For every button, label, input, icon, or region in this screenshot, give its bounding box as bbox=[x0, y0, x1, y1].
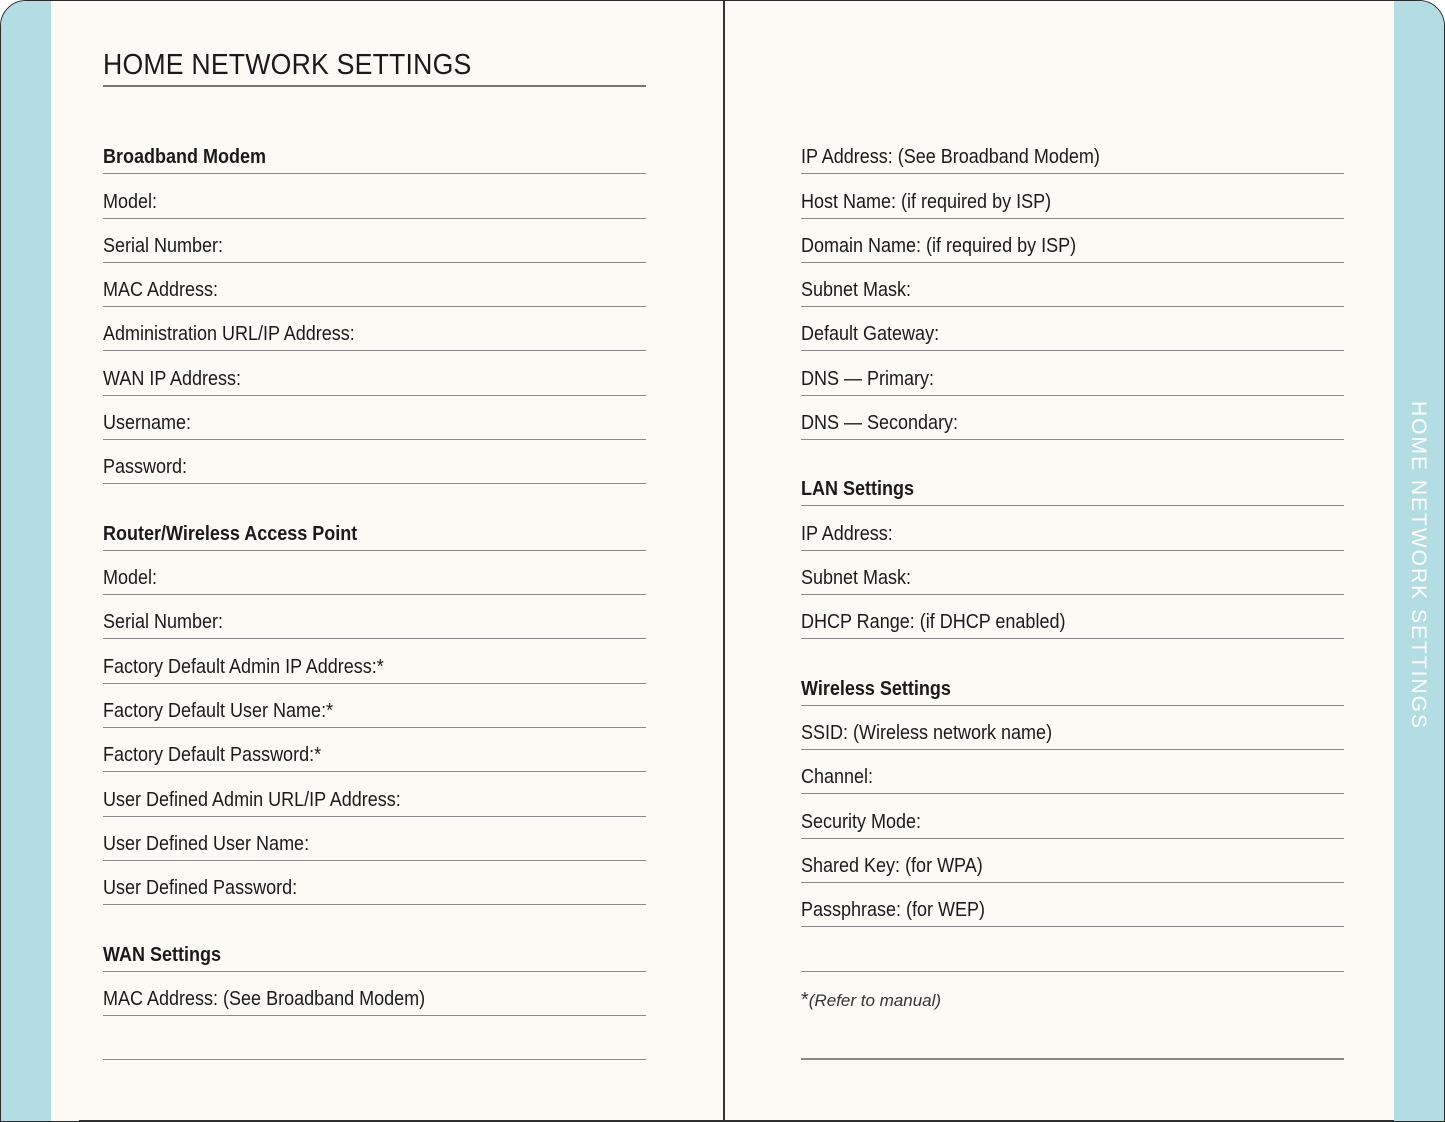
form-field-line[interactable] bbox=[801, 794, 1344, 838]
page-title: HOME NETWORK SETTINGS bbox=[103, 49, 472, 81]
form-field-line[interactable] bbox=[801, 174, 1344, 218]
side-tab bbox=[1394, 1, 1444, 1121]
field-label: User Defined User Name: bbox=[103, 832, 310, 855]
section-heading bbox=[801, 440, 1344, 506]
field-label: Administration URL/IP Address: bbox=[103, 323, 355, 346]
field-label: Factory Default Admin IP Address:* bbox=[103, 655, 384, 678]
form-field-line[interactable] bbox=[801, 130, 1344, 174]
field-label: Passphrase: (for WEP) bbox=[801, 899, 986, 922]
form-field-line[interactable] bbox=[103, 684, 646, 728]
footnote-rule bbox=[801, 1058, 1344, 1060]
field-label: WAN IP Address: bbox=[103, 367, 242, 390]
form-field-line[interactable] bbox=[103, 351, 646, 395]
field-label: Default Gateway: bbox=[801, 323, 940, 346]
form-field-line[interactable] bbox=[103, 551, 646, 595]
form-field-line[interactable] bbox=[801, 551, 1344, 595]
field-label: MAC Address: bbox=[103, 279, 219, 302]
right-column bbox=[801, 130, 1344, 972]
field-label: Host Name: (if required by ISP) bbox=[801, 190, 1052, 213]
section-heading-label: Router/Wireless Access Point bbox=[103, 522, 358, 545]
side-tab-label: HOME NETWORK SETTINGS bbox=[1407, 401, 1430, 731]
footnote bbox=[801, 989, 941, 1012]
section-heading-label: WAN Settings bbox=[103, 943, 222, 966]
field-label: MAC Address: (See Broadband Modem) bbox=[103, 987, 426, 1010]
form-field-line[interactable] bbox=[103, 972, 646, 1016]
field-label: IP Address: bbox=[801, 522, 893, 545]
form-field-line[interactable] bbox=[103, 861, 646, 905]
footnote-text: (Refer to manual) bbox=[808, 991, 942, 1010]
form-field-line[interactable] bbox=[801, 750, 1344, 794]
left-page-edge bbox=[1, 1, 51, 1121]
form-field-line[interactable] bbox=[801, 595, 1344, 639]
blank-line[interactable] bbox=[801, 927, 1344, 971]
section-heading bbox=[103, 130, 646, 174]
left-column bbox=[103, 130, 646, 1060]
bottom-rule bbox=[79, 1120, 1394, 1122]
field-label: SSID: (Wireless network name) bbox=[801, 722, 1053, 745]
field-label: Subnet Mask: bbox=[801, 279, 912, 302]
form-field-line[interactable] bbox=[801, 263, 1344, 307]
form-field-line[interactable] bbox=[103, 219, 646, 263]
section-heading bbox=[801, 639, 1344, 705]
form-field-line[interactable] bbox=[103, 817, 646, 861]
field-label: Domain Name: (if required by ISP) bbox=[801, 234, 1077, 257]
blank-line[interactable] bbox=[103, 1016, 646, 1060]
field-label: Security Mode: bbox=[801, 810, 922, 833]
section-heading bbox=[103, 484, 646, 550]
form-field-line[interactable] bbox=[801, 396, 1344, 440]
field-label: Password: bbox=[103, 456, 188, 479]
form-field-line[interactable] bbox=[103, 174, 646, 218]
form-field-line[interactable] bbox=[103, 595, 646, 639]
form-field-line[interactable] bbox=[103, 396, 646, 440]
field-label: User Defined Password: bbox=[103, 877, 298, 900]
form-field-line[interactable] bbox=[801, 219, 1344, 263]
field-label: Model: bbox=[103, 190, 158, 213]
field-label: Subnet Mask: bbox=[801, 567, 912, 590]
field-label: Serial Number: bbox=[103, 611, 224, 634]
title-rule bbox=[103, 85, 646, 87]
footnote-star: * bbox=[801, 989, 809, 1011]
field-label: IP Address: (See Broadband Modem) bbox=[801, 146, 1100, 169]
form-field-line[interactable] bbox=[103, 728, 646, 772]
section-heading-label: LAN Settings bbox=[801, 478, 915, 501]
form-field-line[interactable] bbox=[103, 772, 646, 816]
form-field-line[interactable] bbox=[801, 506, 1344, 550]
section-heading-label: Broadband Modem bbox=[103, 146, 267, 169]
field-label: Shared Key: (for WPA) bbox=[801, 854, 983, 877]
section-heading-label: Wireless Settings bbox=[801, 677, 951, 700]
field-label: DHCP Range: (if DHCP enabled) bbox=[801, 611, 1066, 634]
field-label: Channel: bbox=[801, 766, 874, 789]
field-label: DNS — Secondary: bbox=[801, 412, 959, 435]
form-field-line[interactable] bbox=[801, 351, 1344, 395]
form-field-line[interactable] bbox=[801, 706, 1344, 750]
field-label: DNS — Primary: bbox=[801, 367, 935, 390]
form-field-line[interactable] bbox=[103, 263, 646, 307]
field-label: Username: bbox=[103, 412, 192, 435]
form-field-line[interactable] bbox=[801, 883, 1344, 927]
field-label: Model: bbox=[103, 567, 158, 590]
spine-divider bbox=[723, 1, 725, 1121]
form-field-line[interactable] bbox=[103, 307, 646, 351]
form-field-line[interactable] bbox=[801, 307, 1344, 351]
field-label: Factory Default Password:* bbox=[103, 744, 322, 767]
field-label: Factory Default User Name:* bbox=[103, 699, 334, 722]
field-label: Serial Number: bbox=[103, 234, 224, 257]
form-field-line[interactable] bbox=[103, 639, 646, 683]
field-label: User Defined Admin URL/IP Address: bbox=[103, 788, 401, 811]
form-field-line[interactable] bbox=[103, 440, 646, 484]
form-field-line[interactable] bbox=[801, 839, 1344, 883]
section-heading bbox=[103, 905, 646, 971]
